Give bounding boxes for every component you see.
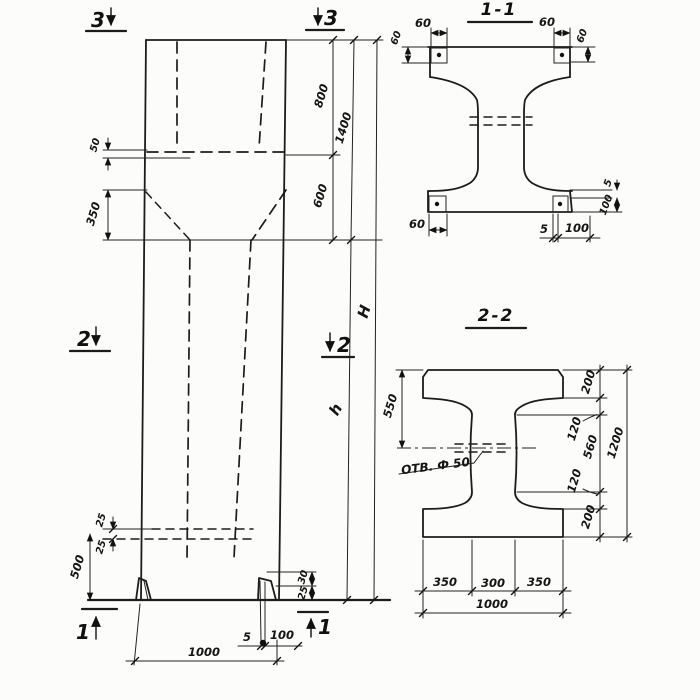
dim-560: 560	[579, 433, 601, 461]
dim-1000-bottom: 1000	[475, 597, 509, 611]
dim-550: 550	[379, 392, 401, 420]
dim-550-group	[380, 370, 423, 448]
dim-5-foot: 5	[242, 630, 252, 644]
dim-H: H	[353, 302, 375, 321]
base-hole-detail	[67, 512, 253, 600]
section-2-2-outline	[397, 370, 563, 537]
top-step-detail	[88, 137, 190, 170]
dim-h: h	[325, 400, 347, 419]
marker-3-left: 3	[91, 8, 105, 32]
column-feet	[136, 569, 316, 650]
elevation-view	[67, 6, 390, 665]
dim-5-r: 5	[602, 177, 616, 189]
hole-label: ОТВ. Ф 50	[400, 454, 471, 478]
dim-600: 600	[309, 182, 331, 210]
dim-500: 500	[66, 553, 88, 581]
dim-1400: 1400	[331, 110, 355, 146]
dim-200-bottom: 200	[577, 503, 599, 531]
section-2-2-bottom-dims	[415, 540, 571, 618]
section-1-1-outline	[428, 47, 572, 212]
dim-350-right: 350	[526, 575, 552, 589]
dim-300: 300	[480, 576, 506, 590]
marker-2-left: 2	[77, 327, 91, 351]
dim-1000: 1000	[187, 645, 221, 659]
height-dim-chains	[286, 37, 383, 604]
dim-1200: 1200	[603, 425, 627, 461]
dim-25-foot: 25	[296, 585, 311, 602]
dim-350: 350	[82, 200, 104, 228]
section-2-2-view	[380, 306, 632, 618]
dim-5-b: 5	[539, 222, 549, 236]
dim-25-top: 25	[94, 512, 109, 529]
dim-60-tl: 60	[414, 16, 432, 30]
dim-100-foot: 100	[269, 628, 295, 642]
dim-60-tr: 60	[538, 15, 556, 29]
marker-1-right: 1	[318, 615, 332, 639]
dim-25-bottom: 25	[94, 539, 109, 556]
dim-60-tl-vert: 60	[389, 29, 405, 47]
embedded-plates	[429, 48, 570, 212]
dim-350-left: 350	[432, 575, 458, 589]
dim-200-top: 200	[577, 368, 599, 396]
section-2-2-right-dims	[517, 365, 632, 542]
dim-100-b: 100	[564, 221, 590, 235]
section-1-1-view	[389, 0, 622, 242]
dim-60-bl: 60	[408, 217, 426, 231]
dim-350-group	[83, 190, 108, 240]
dim-120-top: 120	[563, 415, 585, 443]
marker-2-right: 2	[337, 333, 351, 357]
dim-800: 800	[310, 82, 332, 110]
dim-60-tr-vert: 60	[575, 27, 591, 45]
dim-50: 50	[88, 137, 103, 154]
dim-30: 30	[296, 569, 311, 586]
dim-100-r: 100	[597, 193, 616, 217]
marker-3-right: 3	[324, 6, 338, 30]
marker-1-left: 1	[76, 620, 90, 644]
section-2-2-title: 2-2	[477, 306, 515, 326]
top-block-hidden-lines	[147, 42, 284, 152]
section-1-1-dims	[389, 15, 622, 242]
section-1-1-title: 1-1	[480, 0, 518, 20]
dim-120-bottom: 120	[563, 467, 585, 495]
